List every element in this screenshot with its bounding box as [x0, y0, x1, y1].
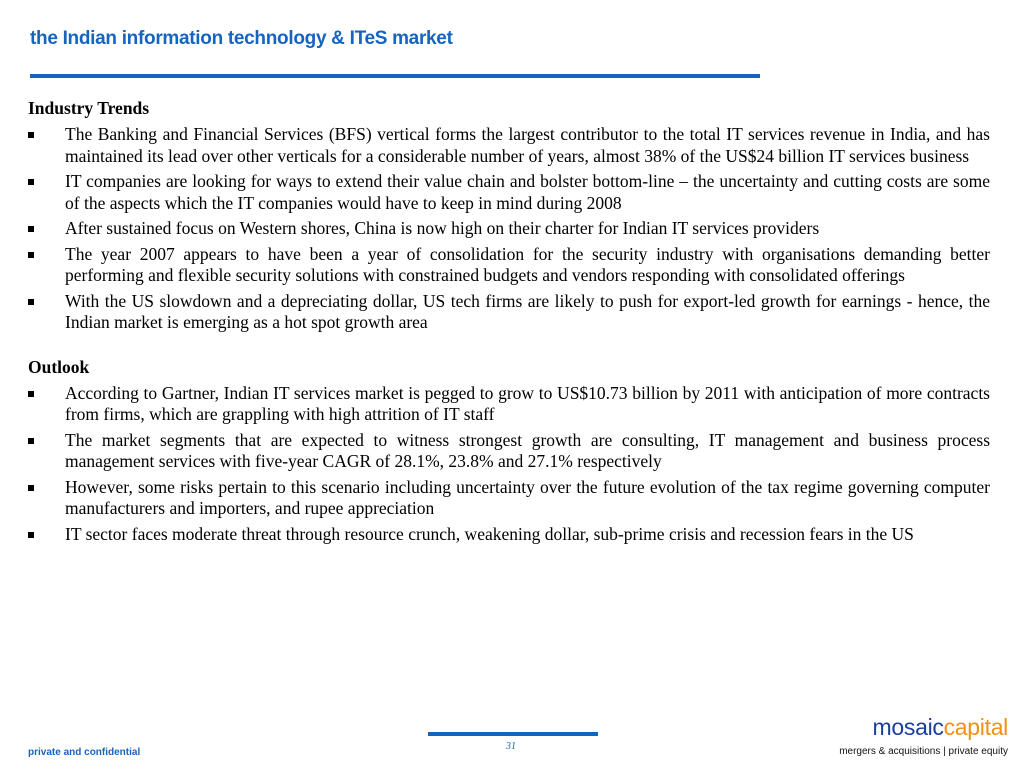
- bullet-square-icon: [28, 132, 34, 138]
- list-item: [28, 291, 990, 334]
- bullet-square-icon: [28, 226, 34, 232]
- logo-wordmark: [839, 714, 1008, 740]
- bullet-square-icon: [28, 485, 34, 491]
- outlook-heading: Outlook: [28, 356, 90, 377]
- industry-trends-heading: Industry Trends: [28, 98, 150, 118]
- bullet-square-icon: [28, 532, 34, 538]
- list-item: [28, 218, 990, 240]
- list-item: [28, 171, 990, 214]
- list-item: [28, 244, 990, 287]
- logo-word-mosaic: mosaic: [872, 714, 944, 740]
- industry-trends-list: [28, 124, 990, 334]
- slide-content: [28, 96, 990, 545]
- outlook-list: [28, 383, 990, 546]
- bullet-square-icon: [28, 299, 34, 305]
- bullet-text: After sustained focus on Western shores, China is now high on their charter for Indian IT services providers: [65, 218, 820, 238]
- bullet-text: The Banking and Financial Services (BFS) vertical forms the largest contributor to the total IT services revenue in India, and has maintained its lead over other verticals for a considerable number of years, almost 38% of the US$24 billion IT services business: [65, 124, 990, 166]
- bullet-square-icon: [28, 391, 34, 397]
- slide-title: the Indian information technology & ITeS market: [30, 28, 453, 49]
- bullet-text: However, some risks pertain to this scenario including uncertainty over the future evolution of the tax regime governing computer manufacturers and importers, and rupee appreciation: [65, 476, 990, 518]
- bullet-text: According to Gartner, Indian IT services market is pegged to grow to US$10.73 billion by 2011 with anticipation of more contracts from firms, which are grappling with high attrition of IT staff: [65, 382, 990, 424]
- footer-rule: [428, 732, 598, 736]
- page-number: 31: [506, 741, 516, 752]
- bullet-text: The year 2007 appears to have been a year of consolidation for the security industry with organisations demanding better performing and flexible security solutions with constrained budgets and vendors responding with consolidated offerings: [65, 243, 990, 285]
- list-item: [28, 524, 990, 546]
- logo-word-capital: capital: [943, 714, 1008, 740]
- bullet-text: The market segments that are expected to witness strongest growth are consulting, IT management and business process management services with five-year CAGR of 28.1%, 23.8% and 27.1% respectively: [65, 429, 990, 471]
- list-item: [28, 383, 990, 426]
- bullet-square-icon: [28, 252, 34, 258]
- bullet-square-icon: [28, 179, 34, 185]
- mosaic-capital-logo: [839, 714, 1008, 757]
- bullet-text: IT sector faces moderate threat through resource crunch, weakening dollar, sub-prime crisis and recession fears in the US: [65, 523, 914, 544]
- list-item: [28, 430, 990, 473]
- title-underline: [30, 74, 760, 78]
- bullet-square-icon: [28, 438, 34, 444]
- bullet-text: With the US slowdown and a depreciating dollar, US tech firms are likely to push for export-led growth for earnings - hence, the Indian market is emerging as a hot spot growth area: [65, 290, 990, 332]
- list-item: [28, 477, 990, 520]
- confidentiality-note: private and confidential: [28, 747, 141, 758]
- bullet-text: IT companies are looking for ways to extend their value chain and bolster bottom-line – the uncertainty and cutting costs are some of the aspects which the IT companies would have to keep in mind during 2008: [65, 171, 990, 213]
- list-item: [28, 124, 990, 167]
- logo-tagline: mergers & acquisitions | private equity: [839, 746, 1008, 757]
